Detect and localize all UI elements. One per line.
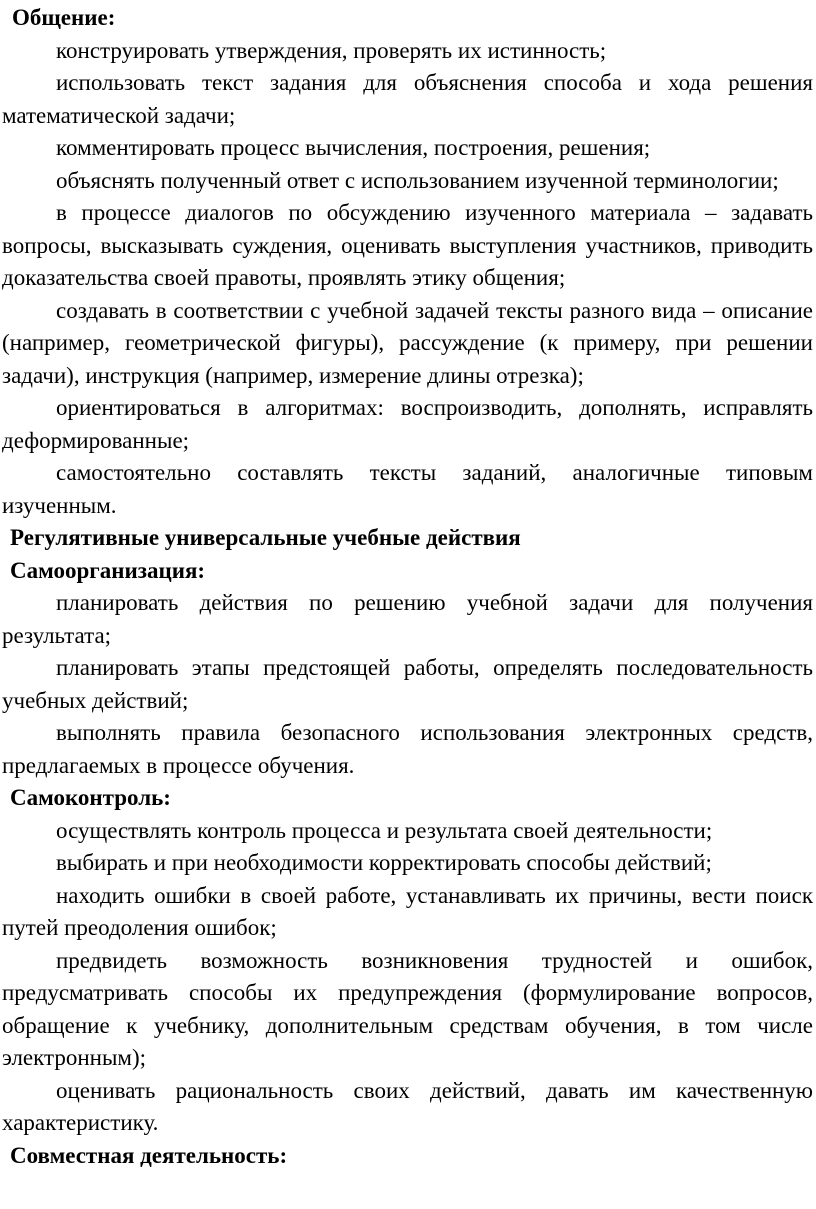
paragraph: создавать в соответствии с учебной задачей тексты разного вида – описание (например, геометрической фигуры), рассуждение (к примеру, при решении задачи), инструкция (например, измерение длины отрезка);	[2, 297, 813, 388]
paragraph: конструировать утверждения, проверять их истинность;	[56, 37, 607, 63]
paragraph: ориентироваться в алгоритмах: воспроизводить, дополнять, исправлять деформированные;	[2, 395, 813, 453]
paragraph: находить ошибки в своей работе, устанавливать их причины, вести поиск путей преодоления ошибок;	[2, 882, 813, 940]
paragraph: выбирать и при необходимости корректировать способы действий;	[56, 850, 712, 875]
paragraph: самостоятельно составлять тексты заданий, аналогичные типовым изученным.	[2, 460, 813, 518]
heading-communication: Общение:	[12, 5, 116, 30]
heading-regulatory-actions: Регулятивные универсальные учебные действия	[10, 525, 521, 550]
paragraph: объяснять полученный ответ с использованием изученной терминологии;	[56, 167, 779, 193]
paragraph: осуществлять контроль процесса и результата своей деятельности;	[56, 817, 713, 843]
paragraph: планировать действия по решению учебной задачи для получения результата;	[2, 590, 813, 648]
paragraph: комментировать процесс вычисления, построения, решения;	[56, 135, 651, 160]
paragraph: использовать текст задания для объяснения способа и хода решения математической задачи;	[2, 70, 813, 128]
document-page	[2, 0, 813, 1172]
heading-self-organization: Самоорганизация:	[10, 557, 206, 583]
paragraph: планировать этапы предстоящей работы, определять последовательность учебных действий;	[2, 655, 813, 713]
paragraph: выполнять правила безопасного использования электронных средств, предлагаемых в процессе обучения.	[2, 720, 813, 778]
paragraph: предвидеть возможность возникновения трудностей и ошибок, предусматривать способы их предупреждения (формулирование вопросов, обращение к учебнику, дополнительным средствам обучения, в том числе электронным);	[2, 947, 813, 1070]
paragraph: в процессе диалогов по обсуждению изученного материала – задавать вопросы, высказывать суждения, оценивать выступления участников, приводить доказательства своей правоты, проявлять этику общения;	[2, 200, 813, 290]
paragraph: оценивать рациональность своих действий, давать им качественную характеристику.	[2, 1077, 813, 1135]
heading-joint-activity: Совместная деятельность:	[10, 1142, 288, 1168]
heading-self-control: Самоконтроль:	[10, 785, 171, 810]
